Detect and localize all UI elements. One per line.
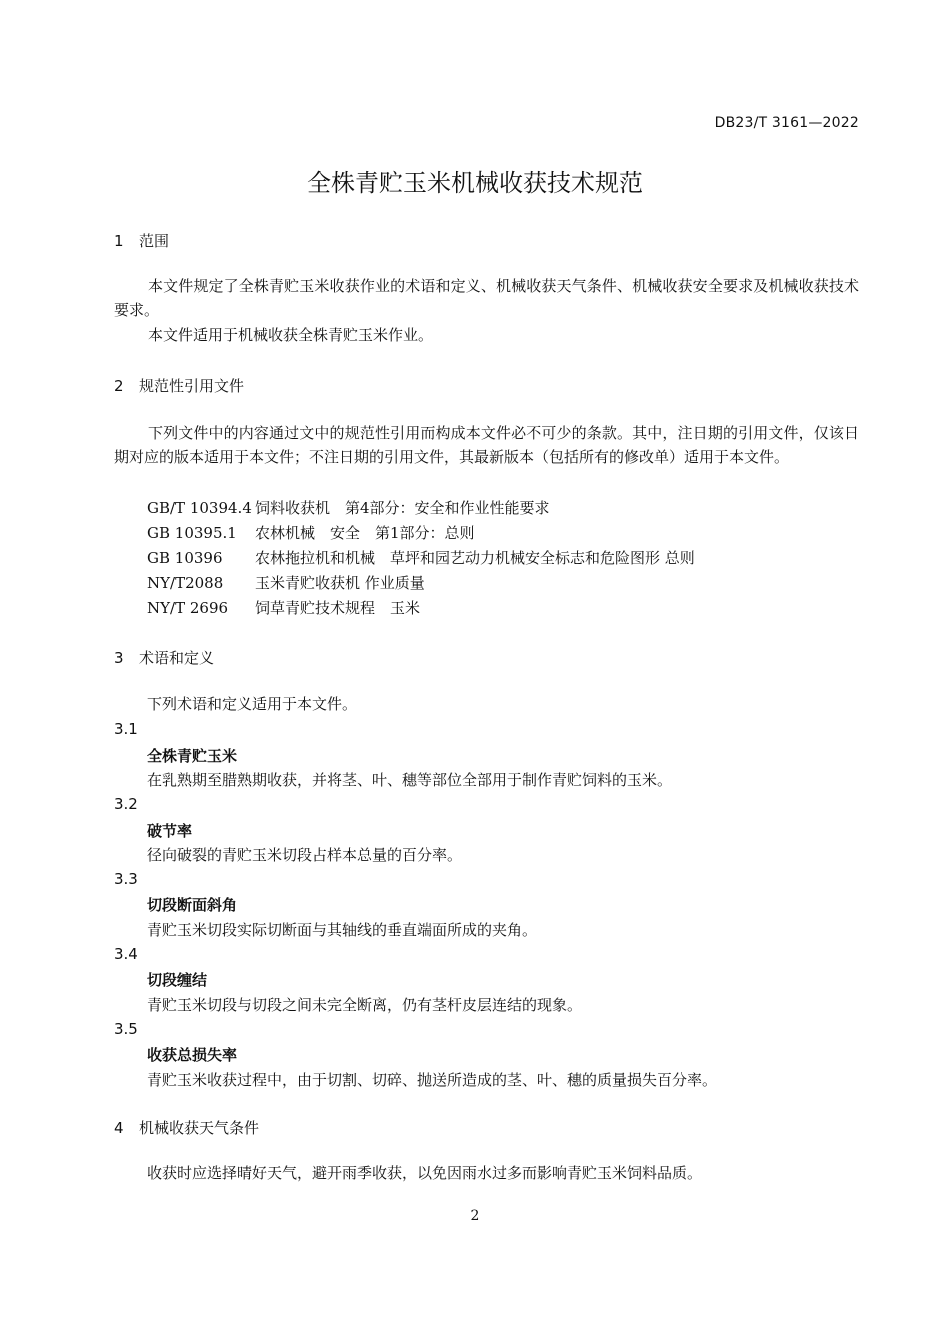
page-number: 2 (470, 1208, 480, 1224)
term-number: 3.2 (114, 795, 138, 813)
section-1-heading (114, 230, 169, 251)
reference-title: 农林机械 安全 第1部分：总则 (255, 524, 475, 542)
term-name: 全株青贮玉米 (147, 747, 238, 765)
section-title: 术语和定义 (139, 649, 215, 667)
section-number: 4 (114, 1119, 124, 1137)
section-number: 1 (114, 232, 124, 250)
term-number: 3.3 (114, 870, 138, 888)
reference-code: NY/T2088 (147, 574, 224, 592)
reference-item (147, 497, 550, 518)
term-number: 3.1 (114, 720, 138, 738)
reference-code: GB 10396 (147, 549, 223, 567)
term-definition: 在乳熟期至腊熟期收获，并将茎、叶、穗等部位全部用于制作青贮饲料的玉米。 (147, 771, 673, 789)
section-title: 范围 (139, 232, 170, 250)
section-title: 机械收获天气条件 (139, 1119, 260, 1137)
document-title: 全株青贮玉米机械收获技术规范 (307, 169, 643, 197)
section-1-paragraph-1: 本文件规定了全株青贮玉米收获作业的术语和定义、机械收获天气条件、机械收获安全要求及机械收获技术要求。 (114, 277, 859, 319)
reference-title: 饲草青贮技术规程 玉米 (255, 599, 421, 617)
reference-title: 农林拖拉机和机械 草坪和园艺动力机械安全标志和危险图形 总则 (255, 549, 695, 567)
term-name: 切段缠结 (147, 971, 208, 989)
reference-code: GB 10395.1 (147, 524, 237, 542)
term-number: 3.4 (114, 945, 138, 963)
reference-item (147, 522, 475, 543)
term-name: 切段断面斜角 (147, 896, 238, 914)
section-2-heading (114, 375, 244, 396)
section-3-heading (114, 647, 214, 668)
section-number: 2 (114, 377, 124, 395)
term-number: 3.5 (114, 1020, 138, 1038)
reference-item (147, 597, 420, 618)
section-3-intro: 下列术语和定义适用于本文件。 (147, 695, 358, 713)
reference-item (147, 572, 425, 593)
reference-code: GB/T 10394.4 (147, 499, 252, 517)
term-name: 收获总损失率 (147, 1046, 238, 1064)
reference-title: 饲料收获机 第4部分：安全和作业性能要求 (255, 499, 550, 517)
section-2-paragraph: 下列文件中的内容通过文中的规范性引用而构成本文件必不可少的条款。其中，注日期的引用文件，仅该日期对应的版本适用于本文件；不注日期的引用文件，其最新版本（包括所有的修改单）适用于本文件。 (114, 424, 859, 466)
term-definition: 径向破裂的青贮玉米切段占样本总量的百分率。 (147, 846, 463, 864)
standard-code: DB23/T 3161—2022 (714, 115, 859, 131)
reference-item (147, 547, 695, 568)
section-4-heading (114, 1117, 259, 1138)
section-1-paragraph-2: 本文件适用于机械收获全株青贮玉米作业。 (148, 326, 434, 344)
section-title: 规范性引用文件 (139, 377, 245, 395)
section-number: 3 (114, 649, 124, 667)
term-definition: 青贮玉米切段与切段之间未完全断离，仍有茎杆皮层连结的现象。 (147, 996, 583, 1014)
reference-title: 玉米青贮收获机 作业质量 (255, 574, 425, 592)
term-definition: 青贮玉米收获过程中，由于切割、切碎、抛送所造成的茎、叶、穗的质量损失百分率。 (147, 1071, 718, 1089)
term-definition: 青贮玉米切段实际切断面与其轴线的垂直端面所成的夹角。 (147, 921, 538, 939)
term-name: 破节率 (147, 822, 193, 840)
reference-code: NY/T 2696 (147, 599, 229, 617)
section-4-paragraph: 收获时应选择晴好天气，避开雨季收获，以免因雨水过多而影响青贮玉米饲料品质。 (147, 1164, 703, 1182)
